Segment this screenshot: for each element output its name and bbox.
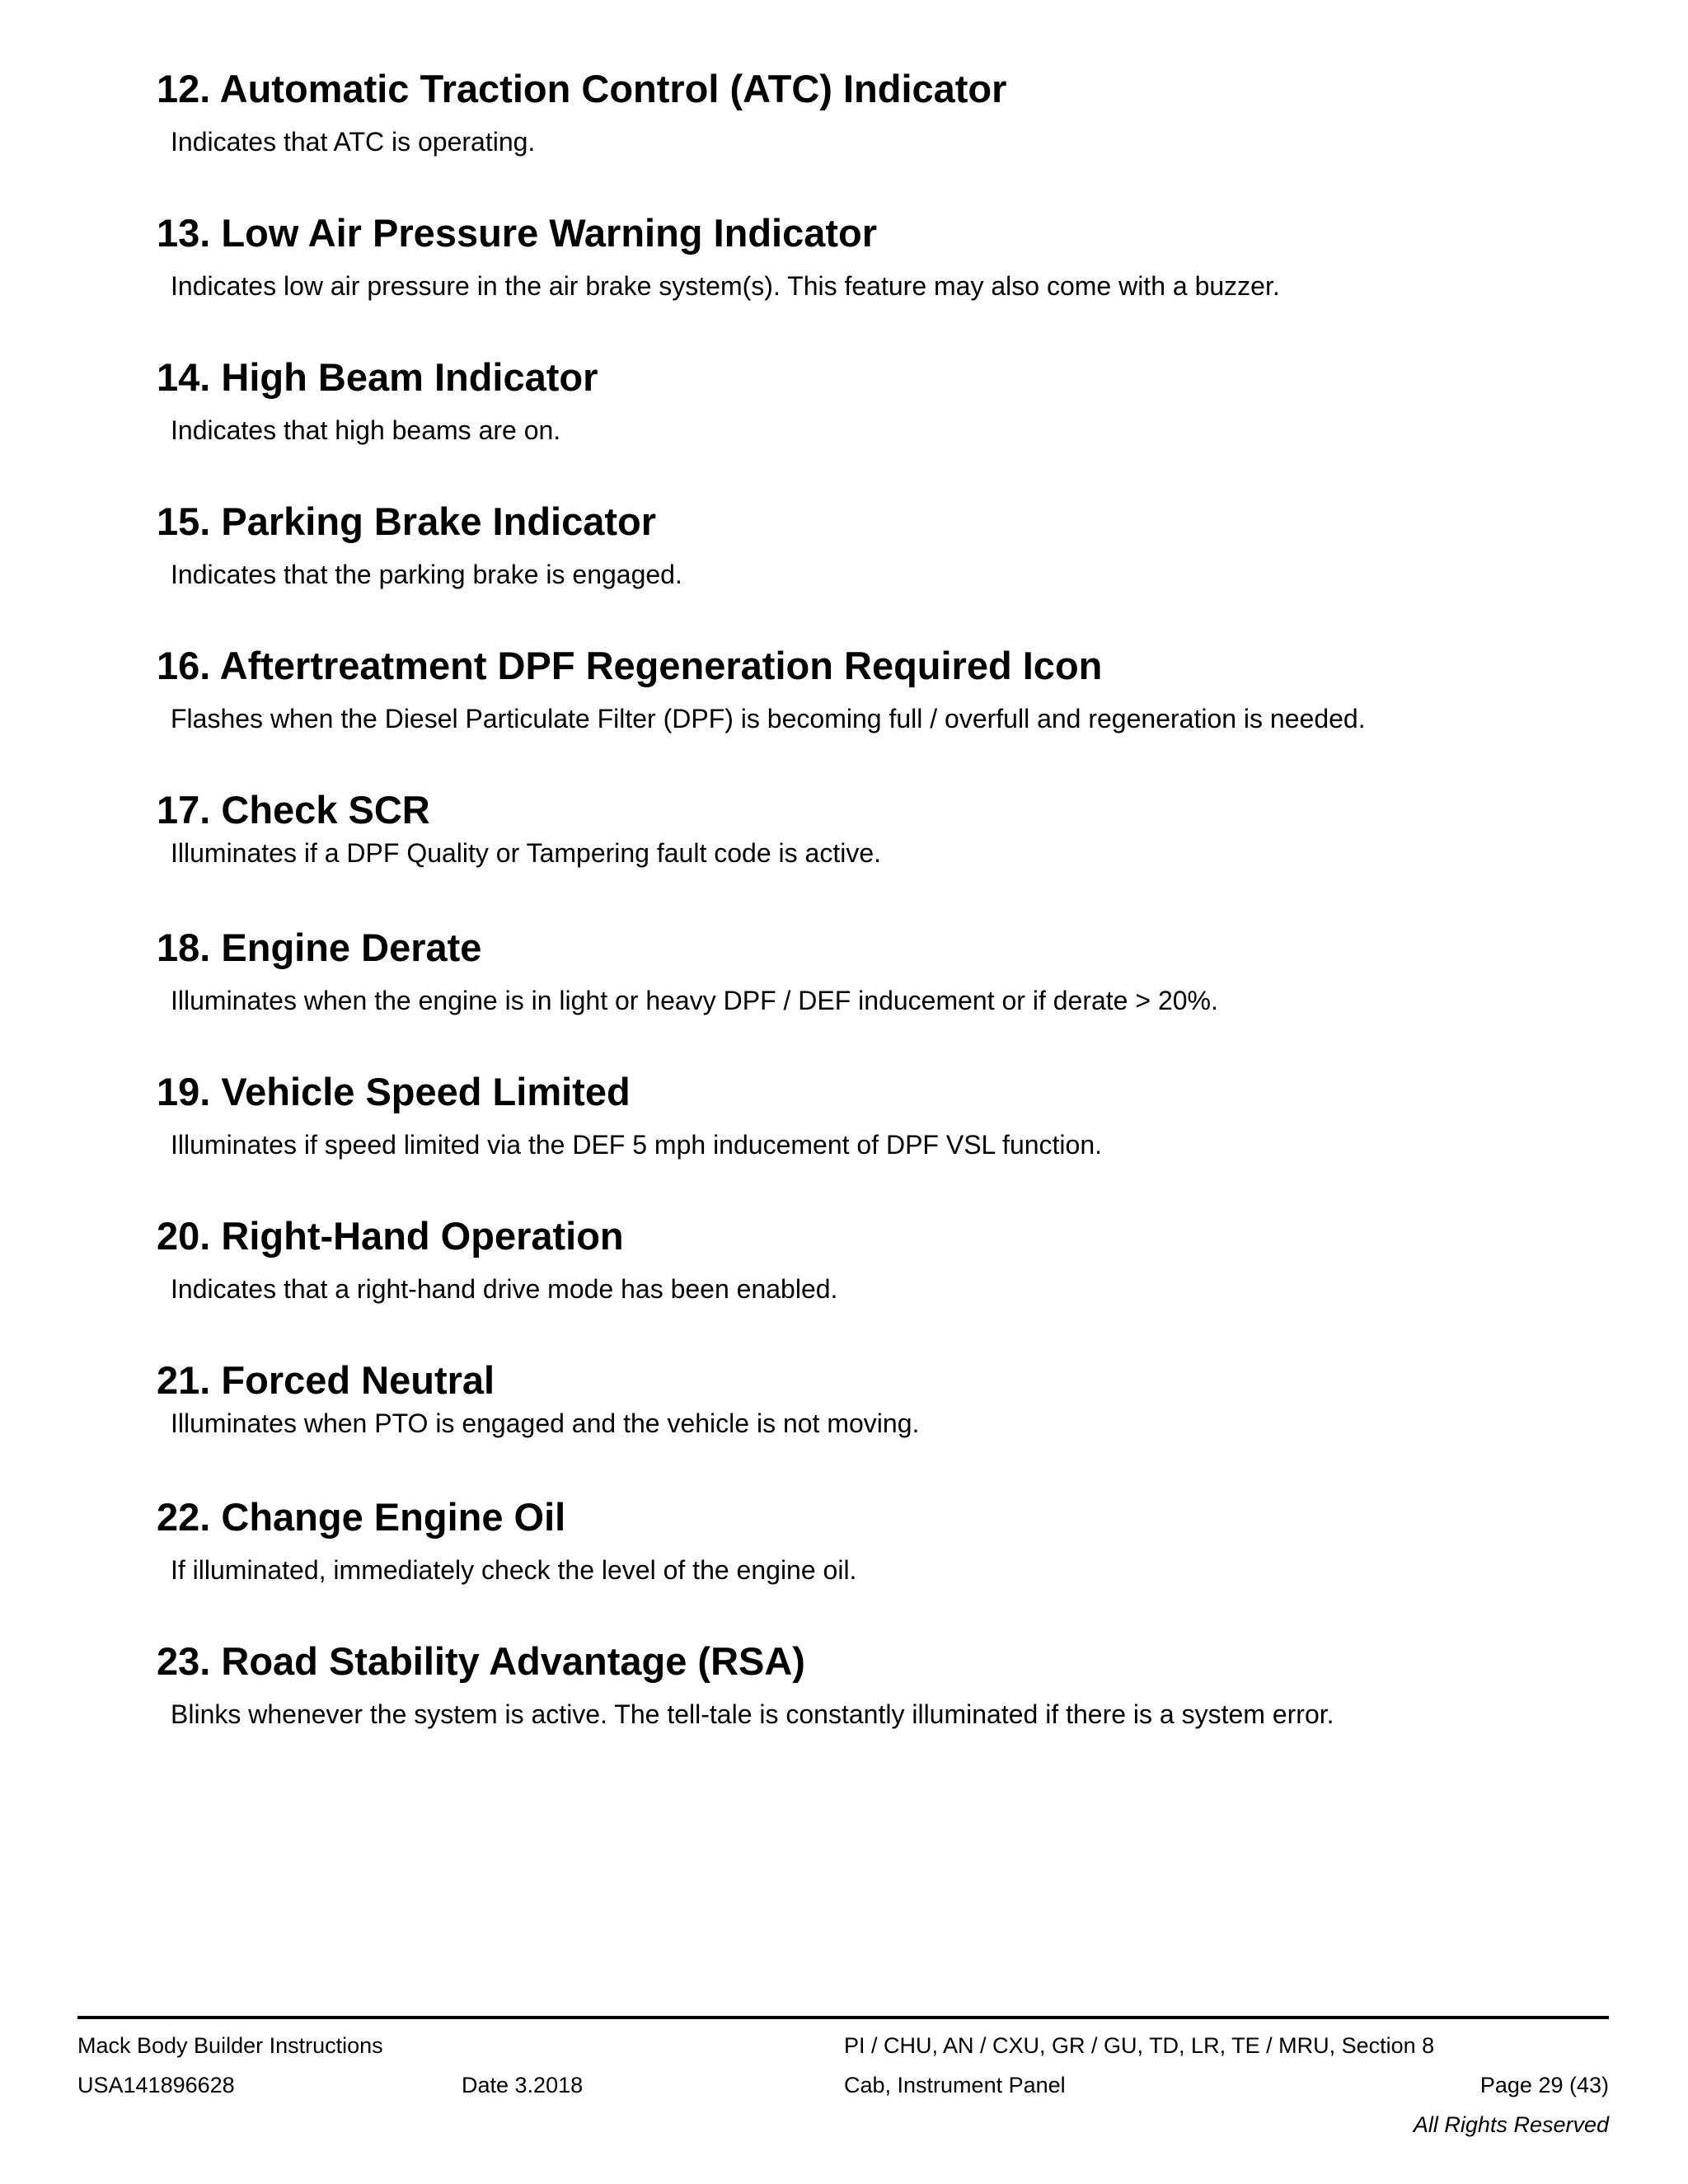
indicator-description: Indicates low air pressure in the air brake system(s). This feature may also come with a buzzer. <box>171 271 1280 301</box>
indicator-item <box>157 1213 1607 1305</box>
footer-section: Cab, Instrument Panel <box>844 2073 1066 2097</box>
indicator-description: If illuminated, immediately check the level of the engine oil. <box>171 1555 857 1585</box>
footer-rights: All Rights Reserved <box>1413 2112 1609 2137</box>
indicator-description: Illuminates when PTO is engaged and the vehicle is not moving. <box>171 1408 920 1438</box>
footer-models: PI / CHU, AN / CXU, GR / GU, TD, LR, TE / MRU, Section 8 <box>844 2033 1435 2058</box>
indicator-description: Indicates that a right-hand drive mode has been enabled. <box>171 1274 838 1304</box>
indicator-heading: 20. Right-Hand Operation <box>157 1214 624 1258</box>
indicator-heading: 14. High Beam Indicator <box>157 355 598 399</box>
indicator-heading: 19. Vehicle Speed Limited <box>157 1070 631 1113</box>
indicator-heading: 23. Road Stability Advantage (RSA) <box>157 1639 805 1683</box>
indicator-heading: 15. Parking Brake Indicator <box>157 499 657 543</box>
footer-date: Date 3.2018 <box>462 2073 584 2097</box>
indicator-item <box>157 925 1607 1017</box>
indicator-description: Illuminates when the engine is in light or heavy DPF / DEF inducement or if derate > 20%. <box>171 986 1218 1015</box>
indicator-description: Illuminates if speed limited via the DEF 5 mph inducement of DPF VSL function. <box>171 1130 1103 1160</box>
indicator-item <box>157 1069 1607 1161</box>
indicator-description: Flashes when the Diesel Particulate Filter (DPF) is becoming full / overfull and regeneration is needed. <box>171 704 1366 733</box>
indicator-item <box>157 787 1607 869</box>
indicator-item <box>157 66 1607 158</box>
indicator-description: Indicates that ATC is operating. <box>171 127 536 157</box>
indicator-heading: 21. Forced Neutral <box>157 1358 495 1402</box>
footer-divider <box>77 2016 1609 2019</box>
indicator-heading: 13. Low Air Pressure Warning Indicator <box>157 211 878 255</box>
indicator-heading: 22. Change Engine Oil <box>157 1495 566 1539</box>
footer-page-number: Page 29 (43) <box>1479 2073 1609 2097</box>
indicator-description: Indicates that the parking brake is engaged. <box>171 560 682 589</box>
indicator-item <box>157 354 1607 447</box>
indicator-item <box>157 643 1607 735</box>
footer-doc-number: USA141896628 <box>77 2073 235 2097</box>
indicator-heading: 12. Automatic Traction Control (ATC) Indicator <box>157 67 1007 110</box>
indicator-heading: 18. Engine Derate <box>157 926 482 969</box>
footer-doc-title: Mack Body Builder Instructions <box>77 2033 383 2058</box>
indicator-item <box>157 1494 1607 1586</box>
indicator-heading: 17. Check SCR <box>157 788 430 832</box>
indicator-item <box>157 1357 1607 1440</box>
indicator-heading: 16. Aftertreatment DPF Regeneration Required Icon <box>157 644 1103 687</box>
indicator-item <box>157 499 1607 591</box>
indicator-description: Illuminates if a DPF Quality or Tampering fault code is active. <box>171 838 881 868</box>
indicator-item <box>157 1638 1607 1731</box>
indicator-description: Blinks whenever the system is active. The tell-tale is constantly illuminated if there is a system error. <box>171 1699 1334 1729</box>
indicator-item <box>157 210 1607 302</box>
indicator-description: Indicates that high beams are on. <box>171 415 561 445</box>
